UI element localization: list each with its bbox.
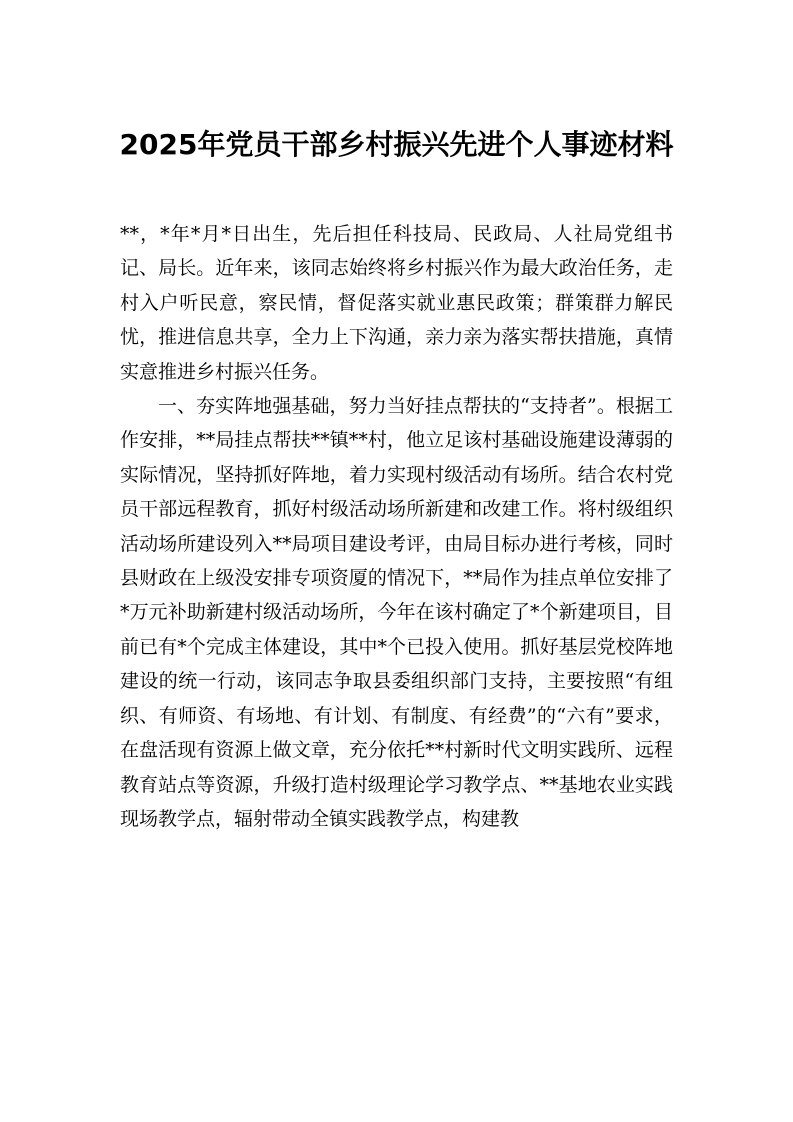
document-body (120, 217, 673, 836)
paragraph-section-one: 一、夯实阵地强基础，努力当好挂点帮扶的“支持者”。根据工作安排，**局挂点帮扶**镇**村，他立足该村基础设施建设薄弱的实际情况，坚持抓好阵地，着力实现村级活动有场所。结合农村党员干部远程教育，抓好村级活动场所新建和改建工作。将村级组织活动场所建设列入**局项目建设考评，由局目标办进行考核，同时县财政在上级没安排专项资厦的情况下，**局作为挂点单位安排了*万元补助新建村级活动场所，今年在该村确定了*个新建项目，目前已有*个完成主体建设，其中*个已投入使用。抓好基层党校阵地建设的统一行动，该同志争取县委组织部门支持，主要按照“有组织、有师资、有场地、有计划、有制度、有经费”的“六有”要求，在盘活现有资源上做文章，充分依托**村新时代文明实践所、远程教育站点等资源，升级打造村级理论学习教学点、**基地农业实践现场教学点，辐射带动全镇实践教学点，构建教 (120, 395, 673, 830)
paragraph-intro: **，*年*月*日出生，先后担任科技局、民政局、人社局党组书记、局长。近年来，该同志始终将乡村振兴作为最大政治任务，走村入户听民意，察民情，督促落实就业惠民政策；群策群力解民忧，推进信息共享，全力上下沟通，亲力亲为落实帮扶措施，真情实意推进乡村振兴任务。 (120, 223, 673, 383)
document-title: 2025年党员干部乡村振兴先进个人事迹材料 (119, 128, 674, 161)
